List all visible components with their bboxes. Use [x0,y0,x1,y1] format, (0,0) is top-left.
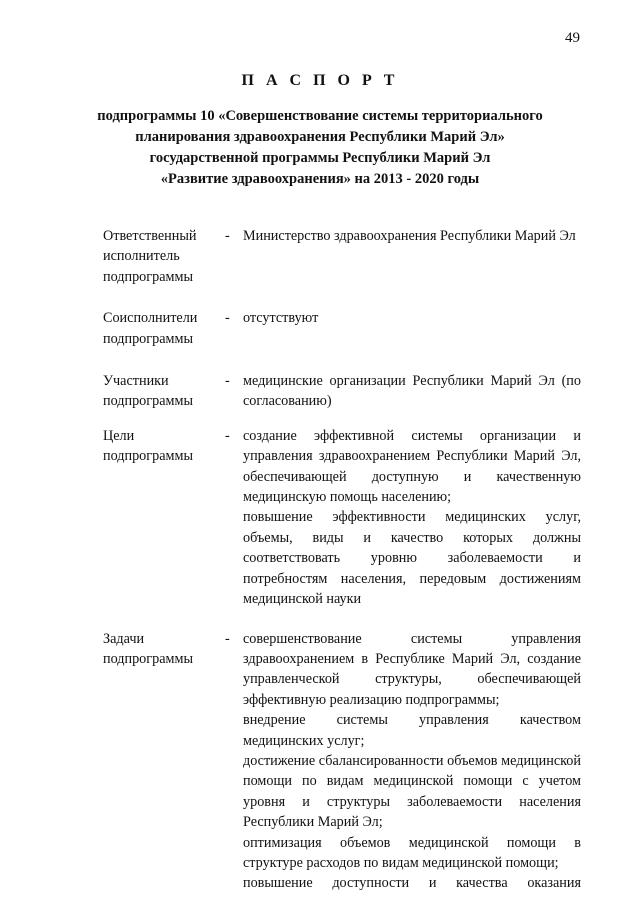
subtitle-line: подпрограммы 10 «Совершенствование системы территориального [97,108,543,124]
document-subtitle [0,106,640,190]
row-value [243,629,581,894]
row-label: Участники подпрограммы [103,373,193,410]
row-label: Цели подпрограммы [103,427,193,465]
value-paragraph: повышение эффективности медицинских услуг, объемы, виды и качество которых должны соответствовать уровню заболеваемости и потребностям населения, передовым достижениям медицинской науки [243,509,581,608]
subtitle-line: государственной программы Республики Марий Эл [149,150,491,166]
value-paragraph: повышение доступности и качества оказания [243,875,581,892]
value-paragraph: отсутствуют [243,310,319,327]
row-dash: - [225,228,230,244]
value-paragraph: создание эффективной системы организации и управления здравоохранением Республики Марий Эл, обеспечивающей доступную и качественную медицинскую помощь населению; [243,427,581,506]
value-paragraph: Министерство здравоохранения Республики Марий Эл [243,228,576,244]
row-label: Соисполнители подпрограммы [103,310,198,347]
subtitle-line: планирования здравоохранения Республики Марий Эл» [135,129,505,145]
row-label: Задачи подпрограммы [103,630,193,667]
row-dash: - [225,630,230,647]
passport-row-coexecutors [103,308,581,349]
row-dash: - [225,427,230,444]
row-value [243,226,581,246]
value-paragraph: достижение сбалансированности объемов медицинской помощи по видам медицинской помощи с учетом уровня и структуры заболеваемости населения Республики Марий Эл; [243,752,581,831]
row-dash: - [225,310,230,327]
page-number: 49 [565,30,580,46]
value-paragraph: совершенствование системы управления здравоохранением в Республике Марий Эл, создание управленческой структуры, обеспечивающей эффективную реализацию подпрограммы; [243,630,581,708]
passport-row-goals [103,426,581,610]
passport-row-tasks [103,629,581,894]
row-dash: - [225,373,230,390]
value-paragraph: медицинские организации Республики Марий Эл (по согласованию) [243,373,581,410]
passport-row-responsible [103,226,581,287]
subtitle-line: «Развитие здравоохранения» на 2013 - 2020 годы [160,171,480,187]
row-label: Ответственный исполнитель подпрограммы [103,228,197,285]
row-value [243,426,581,610]
row-value [243,371,581,412]
value-paragraph: оптимизация объемов медицинской помощи в структуре расходов по видам медицинской помощи; [243,834,581,871]
row-value [243,308,581,328]
value-paragraph: внедрение системы управления качеством медицинских услуг; [243,712,581,749]
passport-row-participants [103,371,581,412]
passport-table [103,226,581,894]
document-title: П А С П О Р Т [241,72,399,89]
